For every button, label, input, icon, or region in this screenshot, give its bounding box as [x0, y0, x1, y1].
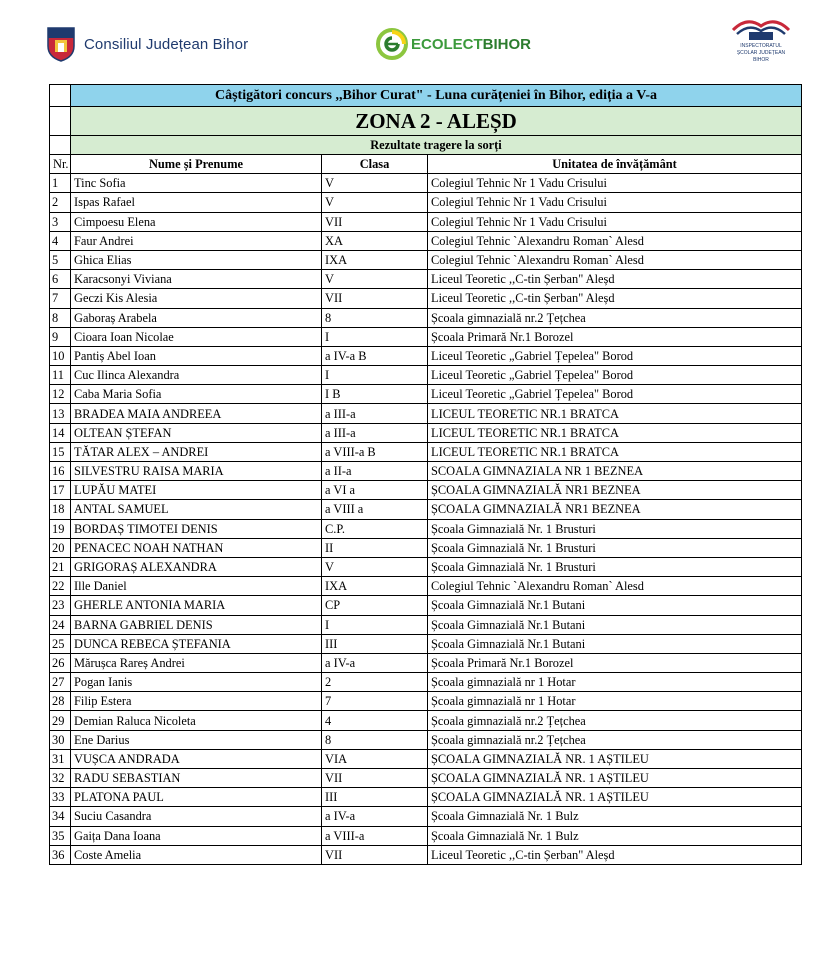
cell-name: BARNA GABRIEL DENIS [71, 615, 322, 634]
table-row [50, 327, 802, 346]
cell-nr: 28 [50, 692, 71, 711]
table-row [50, 653, 802, 672]
table-row [50, 807, 802, 826]
cell-class: IXA [322, 577, 428, 596]
cell-nr: 31 [50, 749, 71, 768]
cell-school: Școala Gimnazială Nr. 1 Bulz [428, 807, 802, 826]
cell-name: Ene Darius [71, 730, 322, 749]
cell-school: Școala Gimnazială Nr.1 Butani [428, 634, 802, 653]
table-row [50, 289, 802, 308]
cell-nr: 20 [50, 538, 71, 557]
cell-name: Pantiș Abel Ioan [71, 346, 322, 365]
table-row [50, 212, 802, 231]
cell-school: Colegiul Tehnic `Alexandru Roman` Alesd [428, 577, 802, 596]
table-row [50, 250, 802, 269]
cell-name: Geczi Kis Alesia [71, 289, 322, 308]
cell-class: I [322, 327, 428, 346]
page-header [0, 0, 830, 75]
cell-nr: 32 [50, 769, 71, 788]
cell-class: I B [322, 385, 428, 404]
inspectoratul-scolar-logo [727, 14, 795, 64]
table-row [50, 462, 802, 481]
cell-school: LICEUL TEORETIC NR.1 BRATCA [428, 404, 802, 423]
cell-nr: 36 [50, 845, 71, 864]
cell-nr: 22 [50, 577, 71, 596]
cell-nr: 19 [50, 519, 71, 538]
table-row [50, 769, 802, 788]
table-row [50, 366, 802, 385]
cell-class: VII [322, 212, 428, 231]
title-row [50, 85, 802, 107]
cell-school: LICEUL TEORETIC NR.1 BRATCA [428, 442, 802, 461]
cell-class: a II-a [322, 462, 428, 481]
cell-class: XA [322, 231, 428, 250]
cell-class: a VIII a [322, 500, 428, 519]
table-row [50, 500, 802, 519]
cell-class: a III-a [322, 404, 428, 423]
cell-name: VUȘCA ANDRADA [71, 749, 322, 768]
cell-nr: 16 [50, 462, 71, 481]
cell-class: III [322, 634, 428, 653]
cell-school: Școala Gimnazială Nr.1 Butani [428, 615, 802, 634]
cell-name: Caba Maria Sofia [71, 385, 322, 404]
cell-class: a VIII-a [322, 826, 428, 845]
cell-school: Colegiul Tehnic `Alexandru Roman` Alesd [428, 250, 802, 269]
zone-row [50, 107, 802, 136]
cell-nr: 24 [50, 615, 71, 634]
table-row [50, 692, 802, 711]
cell-nr: 17 [50, 481, 71, 500]
cell-class: 2 [322, 673, 428, 692]
zone-title: ZONA 2 - ALEȘD [71, 107, 802, 136]
cell-class: a III-a [322, 423, 428, 442]
cell-nr: 23 [50, 596, 71, 615]
cell-name: LUPĂU MATEI [71, 481, 322, 500]
cell-nr: 33 [50, 788, 71, 807]
cell-name: RADU SEBASTIAN [71, 769, 322, 788]
cell-nr: 8 [50, 308, 71, 327]
cell-school: Școala gimnazială nr.2 Țețchea [428, 308, 802, 327]
cell-class: 4 [322, 711, 428, 730]
subtitle-blank-cell [50, 136, 71, 155]
table-row [50, 519, 802, 538]
cell-nr: 5 [50, 250, 71, 269]
table-row [50, 749, 802, 768]
cell-class: IXA [322, 250, 428, 269]
table-row [50, 711, 802, 730]
cell-class: 7 [322, 692, 428, 711]
cell-school: Liceul Teoretic ,,C-tin Șerban" Aleșd [428, 289, 802, 308]
cell-school: Școala gimnazială nr 1 Hotar [428, 692, 802, 711]
cell-class: VII [322, 289, 428, 308]
cell-name: DUNCA REBECA ȘTEFANIA [71, 634, 322, 653]
table-row [50, 557, 802, 576]
table-row [50, 423, 802, 442]
cell-nr: 27 [50, 673, 71, 692]
cell-school: Școala gimnazială nr.2 Țețchea [428, 730, 802, 749]
cell-school: ȘCOALA GIMNAZIALĂ NR1 BEZNEA [428, 481, 802, 500]
cell-nr: 34 [50, 807, 71, 826]
table-title: Câștigători concurs ,,Bihor Curat" - Luna curățeniei în Bihor, ediția a V-a [71, 85, 802, 107]
cell-name: Mărușca Rareș Andrei [71, 653, 322, 672]
cell-school: Școala Primară Nr.1 Borozel [428, 653, 802, 672]
table-row [50, 673, 802, 692]
cell-school: Colegiul Tehnic Nr 1 Vadu Crisului [428, 193, 802, 212]
cell-school: Școala gimnazială nr 1 Hotar [428, 673, 802, 692]
cell-name: SILVESTRU RAISA MARIA [71, 462, 322, 481]
cell-name: Cioara Ioan Nicolae [71, 327, 322, 346]
cell-class: V [322, 193, 428, 212]
cell-name: Gaboraș Arabela [71, 308, 322, 327]
subtitle-row [50, 136, 802, 155]
cell-school: Liceul Teoretic ,,C-tin Șerban" Aleșd [428, 845, 802, 864]
table-row [50, 404, 802, 423]
cell-class: VII [322, 845, 428, 864]
cell-school: Colegiul Tehnic Nr 1 Vadu Crisului [428, 212, 802, 231]
cell-name: Ghica Elias [71, 250, 322, 269]
cell-nr: 29 [50, 711, 71, 730]
cell-nr: 30 [50, 730, 71, 749]
cell-class: V [322, 557, 428, 576]
ecolect-bihor-logo [376, 28, 531, 60]
consiliul-judetean-logo [46, 26, 248, 62]
table-row [50, 442, 802, 461]
cell-name: Karacsonyi Viviana [71, 270, 322, 289]
cell-class: CP [322, 596, 428, 615]
ecolect-text: ECOLECT [411, 35, 483, 53]
table-row [50, 615, 802, 634]
cell-school: SCOALA GIMNAZIALA NR 1 BEZNEA [428, 462, 802, 481]
cell-nr: 10 [50, 346, 71, 365]
cell-nr: 26 [50, 653, 71, 672]
cell-school: Colegiul Tehnic `Alexandru Roman` Alesd [428, 231, 802, 250]
cell-school: Școala gimnazială nr.2 Țețchea [428, 711, 802, 730]
table-row [50, 577, 802, 596]
cell-name: Pogan Ianis [71, 673, 322, 692]
table-row [50, 826, 802, 845]
cell-school: Colegiul Tehnic Nr 1 Vadu Crisului [428, 174, 802, 193]
table-row [50, 385, 802, 404]
cell-name: Filip Estera [71, 692, 322, 711]
cell-school: Liceul Teoretic „Gabriel Țepelea" Borod [428, 366, 802, 385]
cell-name: Demian Raluca Nicoleta [71, 711, 322, 730]
cell-nr: 21 [50, 557, 71, 576]
cell-nr: 9 [50, 327, 71, 346]
cell-nr: 14 [50, 423, 71, 442]
cell-class: a IV-a [322, 653, 428, 672]
cell-class: 8 [322, 308, 428, 327]
coat-of-arms-icon [46, 26, 76, 62]
table-row [50, 231, 802, 250]
cell-class: V [322, 270, 428, 289]
cell-nr: 2 [50, 193, 71, 212]
consiliul-judetean-name: Consiliul Județean Bihor [84, 35, 249, 53]
cell-class: a IV-a B [322, 346, 428, 365]
cell-school: Școala Primară Nr.1 Borozel [428, 327, 802, 346]
cell-nr: 11 [50, 366, 71, 385]
table-row [50, 346, 802, 365]
ecolect-swirl-icon [376, 28, 408, 60]
table-row [50, 193, 802, 212]
cell-nr: 35 [50, 826, 71, 845]
bihor-text: BIHOR [482, 35, 532, 53]
results-table-container [49, 84, 802, 865]
cell-school: Școala Gimnazială Nr. 1 Bulz [428, 826, 802, 845]
cell-name: PLATONA PAUL [71, 788, 322, 807]
cell-class: I [322, 366, 428, 385]
cell-nr: 15 [50, 442, 71, 461]
results-table [49, 84, 802, 865]
cell-class: C.P. [322, 519, 428, 538]
table-row [50, 481, 802, 500]
header-row [50, 155, 802, 174]
cell-nr: 12 [50, 385, 71, 404]
table-subtitle: Rezultate tragere la sorți [71, 136, 802, 155]
isj-line-2: ȘCOLAR JUDEȚEAN [736, 50, 786, 56]
cell-name: Cuc Ilinca Alexandra [71, 366, 322, 385]
cell-name: Ispas Rafael [71, 193, 322, 212]
table-row [50, 174, 802, 193]
cell-school: LICEUL TEORETIC NR.1 BRATCA [428, 423, 802, 442]
cell-nr: 1 [50, 174, 71, 193]
cell-school: Liceul Teoretic ,,C-tin Șerban" Aleșd [428, 270, 802, 289]
table-row [50, 308, 802, 327]
header-school: Unitatea de învățământ [428, 155, 802, 174]
table-row [50, 634, 802, 653]
cell-nr: 6 [50, 270, 71, 289]
cell-school: ȘCOALA GIMNAZIALĂ NR. 1 AȘTILEU [428, 749, 802, 768]
cell-name: Faur Andrei [71, 231, 322, 250]
cell-school: Școala Gimnazială Nr. 1 Brusturi [428, 519, 802, 538]
header-name: Nume și Prenume [71, 155, 322, 174]
table-row [50, 538, 802, 557]
cell-class: a IV-a [322, 807, 428, 826]
cell-class: III [322, 788, 428, 807]
table-row [50, 730, 802, 749]
cell-school: Școala Gimnazială Nr. 1 Brusturi [428, 557, 802, 576]
cell-name: Ille Daniel [71, 577, 322, 596]
zone-blank-cell [50, 107, 71, 136]
cell-name: GHERLE ANTONIA MARIA [71, 596, 322, 615]
cell-name: Cimpoesu Elena [71, 212, 322, 231]
cell-class: VII [322, 769, 428, 788]
cell-name: OLTEAN ȘTEFAN [71, 423, 322, 442]
cell-school: Liceul Teoretic „Gabriel Țepelea" Borod [428, 385, 802, 404]
cell-class: 8 [322, 730, 428, 749]
cell-nr: 3 [50, 212, 71, 231]
table-row [50, 845, 802, 864]
cell-nr: 4 [50, 231, 71, 250]
cell-school: ȘCOALA GIMNAZIALĂ NR. 1 AȘTILEU [428, 769, 802, 788]
cell-school: Liceul Teoretic „Gabriel Țepelea" Borod [428, 346, 802, 365]
isj-line-3: BIHOR [753, 57, 769, 63]
cell-school: ȘCOALA GIMNAZIALĂ NR1 BEZNEA [428, 500, 802, 519]
header-nr: Nr. [50, 155, 71, 174]
cell-school: Școala Gimnazială Nr. 1 Brusturi [428, 538, 802, 557]
cell-class: II [322, 538, 428, 557]
cell-nr: 7 [50, 289, 71, 308]
cell-name: PENACEC NOAH NATHAN [71, 538, 322, 557]
cell-school: ȘCOALA GIMNAZIALĂ NR. 1 AȘTILEU [428, 788, 802, 807]
cell-class: I [322, 615, 428, 634]
cell-nr: 13 [50, 404, 71, 423]
cell-class: a VI a [322, 481, 428, 500]
cell-name: Gaița Dana Ioana [71, 826, 322, 845]
cell-name: BRADEA MAIA ANDREEA [71, 404, 322, 423]
table-row [50, 596, 802, 615]
cell-name: BORDAȘ TIMOTEI DENIS [71, 519, 322, 538]
cell-school: Școala Gimnazială Nr.1 Butani [428, 596, 802, 615]
cell-name: Coste Amelia [71, 845, 322, 864]
cell-name: TĂTAR ALEX – ANDREI [71, 442, 322, 461]
table-row [50, 270, 802, 289]
cell-class: a VIII-a B [322, 442, 428, 461]
cell-name: Tinc Sofia [71, 174, 322, 193]
cell-name: Suciu Casandra [71, 807, 322, 826]
cell-class: V [322, 174, 428, 193]
cell-name: ANTAL SAMUEL [71, 500, 322, 519]
table-row [50, 788, 802, 807]
isj-line-1: INSPECTORATUL [740, 43, 782, 49]
title-blank-cell [50, 85, 71, 107]
cell-class: VIA [322, 749, 428, 768]
cell-nr: 18 [50, 500, 71, 519]
header-class: Clasa [322, 155, 428, 174]
cell-nr: 25 [50, 634, 71, 653]
cell-name: GRIGORAȘ ALEXANDRA [71, 557, 322, 576]
